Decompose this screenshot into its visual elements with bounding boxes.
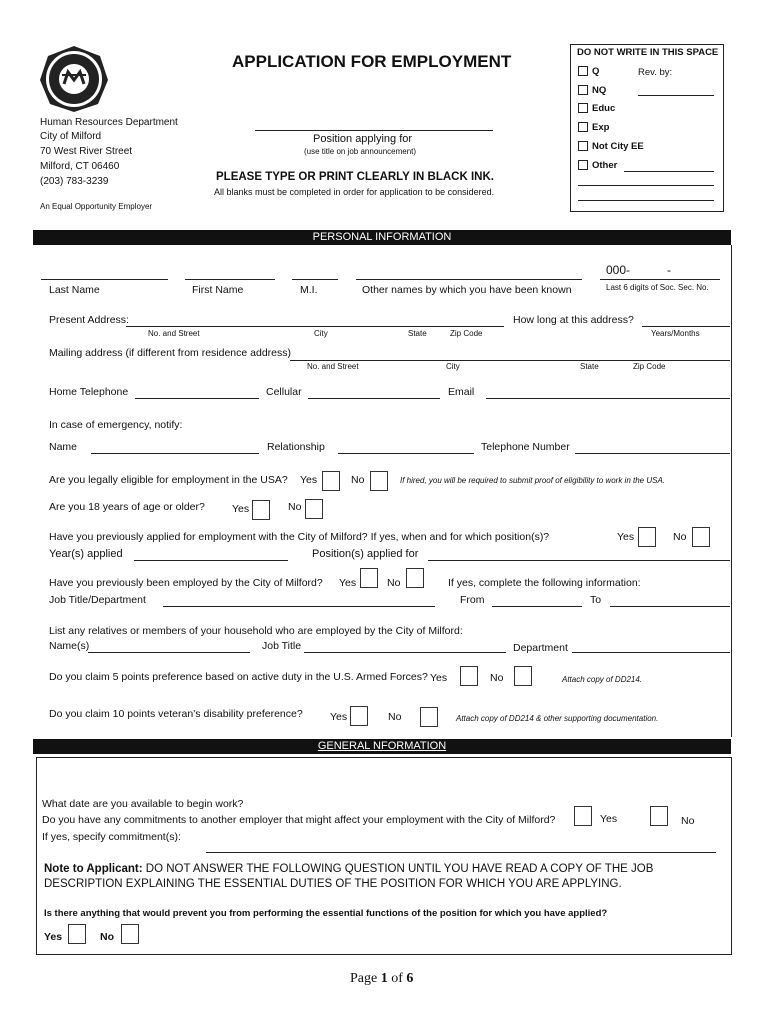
positions-applied-field[interactable] xyxy=(428,560,730,561)
dept-line-2: City of Milford xyxy=(40,131,102,142)
office-check-not-city-ee[interactable] xyxy=(578,141,588,151)
how-long-label: How long at this address? xyxy=(513,314,634,326)
job-title-dept-field[interactable] xyxy=(163,606,435,607)
page-current: 1 xyxy=(380,971,388,986)
available-question: What date are you available to begin work? xyxy=(42,798,244,810)
employed-followup-label: If yes, complete the following information: xyxy=(448,577,641,589)
mailing-address-label: Mailing address (if different from residence address) xyxy=(49,347,291,359)
form-title: APPLICATION FOR EMPLOYMENT xyxy=(232,52,512,71)
eligible-question: Are you legally eligible for employment in the USA? xyxy=(49,474,288,486)
eligible-yes-checkbox[interactable] xyxy=(322,471,340,491)
office-label-not-city-ee: Not City EE xyxy=(592,141,644,152)
applied-no-checkbox[interactable] xyxy=(692,527,710,547)
addr-street-sublabel: No. and Street xyxy=(148,329,200,338)
general-section-header: GENERAL NFORMATION xyxy=(33,739,731,754)
employed-question: Have you previously been employed by the City of Milford? xyxy=(49,577,323,589)
commitments-no-checkbox[interactable] xyxy=(650,806,668,826)
home-telephone-label: Home Telephone xyxy=(49,386,129,398)
ten-points-note: Attach copy of DD214 & other supporting documentation. xyxy=(456,714,659,723)
commitments-yes-checkbox[interactable] xyxy=(574,806,592,826)
ten-points-yes-label: Yes xyxy=(330,711,348,723)
rev-by-label: Rev. by: xyxy=(638,67,673,78)
ten-points-yes-checkbox[interactable] xyxy=(350,706,368,726)
blanks-notice: All blanks must be completed in order for application to be considered. xyxy=(214,187,495,197)
ssn-dash: - xyxy=(667,263,671,277)
eligible-no-checkbox[interactable] xyxy=(370,471,388,491)
age-yes-label: Yes xyxy=(232,503,250,515)
relationship-field[interactable] xyxy=(338,453,474,454)
email-label: Email xyxy=(448,386,475,398)
present-address-label: Present Address: xyxy=(49,314,129,326)
five-points-no-checkbox[interactable] xyxy=(514,666,532,686)
age-question: Are you 18 years of age or older? xyxy=(49,501,205,513)
first-name-label: First Name xyxy=(192,284,244,296)
years-applied-label: Year(s) applied xyxy=(49,548,123,560)
ink-notice: PLEASE TYPE OR PRINT CLEARLY IN BLACK INK. xyxy=(216,171,494,183)
employed-no-checkbox[interactable] xyxy=(406,568,424,588)
last-name-label: Last Name xyxy=(49,284,100,296)
five-points-note: Attach copy of DD214. xyxy=(562,675,643,684)
age-no-label: No xyxy=(288,501,302,513)
ten-points-question: Do you claim 10 points veteran’s disability preference? xyxy=(49,708,303,720)
cellular-label: Cellular xyxy=(266,386,302,398)
applied-question: Have you previously applied for employment with the City of Milford? If yes, when and for which position(s)? xyxy=(49,531,550,543)
from-field[interactable] xyxy=(492,606,582,607)
eligible-yes-label: Yes xyxy=(300,474,318,486)
emergency-name-field[interactable] xyxy=(91,453,259,454)
eligible-no-label: No xyxy=(351,474,365,486)
note-to-applicant-line2: DESCRIPTION EXPLAINING THE ESSENTIAL DUTIES OF THE POSITION FOR WHICH YOU ARE APPLYING. xyxy=(44,878,622,890)
prevent-question: Is there anything that would prevent you from performing the essential functions of the position for which you have applied? xyxy=(44,908,608,919)
office-label-educ: Educ xyxy=(592,103,616,114)
age-no-checkbox[interactable] xyxy=(305,499,323,519)
addr-state-sublabel: State xyxy=(408,329,427,338)
relative-department-field[interactable] xyxy=(572,652,730,653)
specify-commitments-label: If yes, specify commitment(s): xyxy=(42,831,181,843)
home-telephone-field[interactable] xyxy=(135,398,259,399)
page-total: 6 xyxy=(406,971,414,986)
office-line-3 xyxy=(578,200,714,201)
dept-line-3: 70 West River Street xyxy=(40,146,133,157)
position-field[interactable] xyxy=(255,130,493,131)
general-section-frame xyxy=(36,757,732,955)
from-label: From xyxy=(460,594,485,606)
rev-by-line[interactable] xyxy=(638,95,714,96)
ssn-label: Last 6 digits of Soc. Sec. No. xyxy=(606,283,709,292)
ssn-prefix: 000- xyxy=(606,263,631,277)
office-line-2 xyxy=(578,185,714,186)
how-long-field[interactable] xyxy=(642,326,730,327)
other-names-label: Other names by which you have been known xyxy=(362,284,572,296)
relative-names-field[interactable] xyxy=(88,652,250,653)
eligible-note: If hired, you will be required to submit proof of eligibility to work in the USA. xyxy=(400,476,666,485)
commitments-yes-label: Yes xyxy=(600,813,618,825)
addr-city-sublabel: City xyxy=(314,329,328,338)
emergency-name-label: Name xyxy=(49,441,78,453)
position-label: Position applying for xyxy=(313,133,413,145)
commitments-question: Do you have any commitments to another employer that might affect your employment with the City of Milford? xyxy=(42,814,556,826)
present-address-field[interactable] xyxy=(126,326,504,327)
office-check-educ[interactable] xyxy=(578,103,588,113)
five-points-no-label: No xyxy=(490,672,504,684)
ten-points-no-checkbox[interactable] xyxy=(420,707,438,727)
eoe-statement: An Equal Opportunity Employer xyxy=(40,202,153,211)
five-points-question: Do you claim 5 points preference based on active duty in the U.S. Armed Forces? xyxy=(49,671,428,683)
five-points-yes-checkbox[interactable] xyxy=(460,666,478,686)
cellular-field[interactable] xyxy=(308,398,440,399)
mail-zip-sublabel: Zip Code xyxy=(633,362,666,371)
prevent-yes-checkbox[interactable] xyxy=(68,924,86,944)
note-text-1: DO NOT ANSWER THE FOLLOWING QUESTION UNTIL YOU HAVE READ A COPY OF THE JOB xyxy=(142,863,654,875)
mail-state-sublabel: State xyxy=(580,362,599,371)
commitments-no-label: No xyxy=(681,815,695,827)
mailing-address-field[interactable] xyxy=(290,360,730,361)
dept-line-5: (203) 783-3239 xyxy=(40,176,109,187)
page-word: Page xyxy=(350,971,378,986)
emergency-telephone-field[interactable] xyxy=(575,453,730,454)
addr-zip-sublabel: Zip Code xyxy=(450,329,483,338)
emergency-telephone-label: Telephone Number xyxy=(481,441,570,453)
employed-yes-label: Yes xyxy=(339,577,357,589)
age-yes-checkbox[interactable] xyxy=(252,500,270,520)
office-check-exp[interactable] xyxy=(578,122,588,132)
office-label-q: Q xyxy=(592,66,600,77)
city-seal-logo xyxy=(38,44,110,114)
office-label-nq: NQ xyxy=(592,85,607,96)
relative-job-title-label: Job Title xyxy=(262,640,302,652)
relative-names-label: Name(s) xyxy=(49,640,90,652)
mi-label: M.I. xyxy=(300,284,318,296)
to-label: To xyxy=(590,594,602,606)
employed-yes-checkbox[interactable] xyxy=(360,568,378,588)
relative-job-title-field[interactable] xyxy=(304,652,506,653)
mail-city-sublabel: City xyxy=(446,362,460,371)
office-other-line[interactable] xyxy=(624,171,714,172)
mi-field[interactable] xyxy=(292,279,338,280)
note-to-applicant-line1 xyxy=(44,862,653,876)
ssn-field[interactable] xyxy=(600,279,720,280)
note-label: Note to Applicant: xyxy=(44,863,143,875)
relationship-label: Relationship xyxy=(267,441,325,453)
last-name-field[interactable] xyxy=(41,279,168,280)
years-applied-field[interactable] xyxy=(134,560,288,561)
first-name-field[interactable] xyxy=(185,279,275,280)
ten-points-no-label: No xyxy=(388,711,402,723)
page-number xyxy=(350,971,413,987)
prevent-no-label: No xyxy=(100,931,114,943)
applied-yes-checkbox[interactable] xyxy=(638,527,656,547)
positions-applied-label: Position(s) applied for xyxy=(312,548,419,560)
to-field[interactable] xyxy=(610,606,730,607)
office-check-nq[interactable] xyxy=(578,85,588,95)
years-months-sublabel: Years/Months xyxy=(651,329,700,338)
job-title-dept-label: Job Title/Department xyxy=(49,594,146,606)
employed-no-label: No xyxy=(387,577,401,589)
prevent-no-checkbox[interactable] xyxy=(121,924,139,944)
office-label-other: Other xyxy=(592,160,618,171)
office-use-title: DO NOT WRITE IN THIS SPACE xyxy=(577,47,719,58)
email-field[interactable] xyxy=(486,398,730,399)
other-names-field[interactable] xyxy=(356,279,582,280)
dept-line-4: Milford, CT 06460 xyxy=(40,161,120,172)
dept-line-1: Human Resources Department xyxy=(40,117,178,128)
office-label-exp: Exp xyxy=(592,122,610,133)
applied-yes-label: Yes xyxy=(617,531,635,543)
emergency-label: In case of emergency, notify: xyxy=(49,419,183,431)
office-check-other[interactable] xyxy=(578,160,588,170)
of-word: of xyxy=(391,971,403,986)
office-check-q[interactable] xyxy=(578,66,588,76)
position-sublabel: (use title on job announcement) xyxy=(304,147,417,156)
specify-commitments-field[interactable] xyxy=(206,852,716,853)
mail-street-sublabel: No. and Street xyxy=(307,362,359,371)
prevent-yes-label: Yes xyxy=(44,931,63,943)
applied-no-label: No xyxy=(673,531,687,543)
five-points-yes-label: Yes xyxy=(430,672,448,684)
relative-department-label: Department xyxy=(513,642,568,654)
relatives-question: List any relatives or members of your household who are employed by the City of Milford: xyxy=(49,625,463,637)
personal-section-header: PERSONAL INFORMATION xyxy=(33,230,731,245)
